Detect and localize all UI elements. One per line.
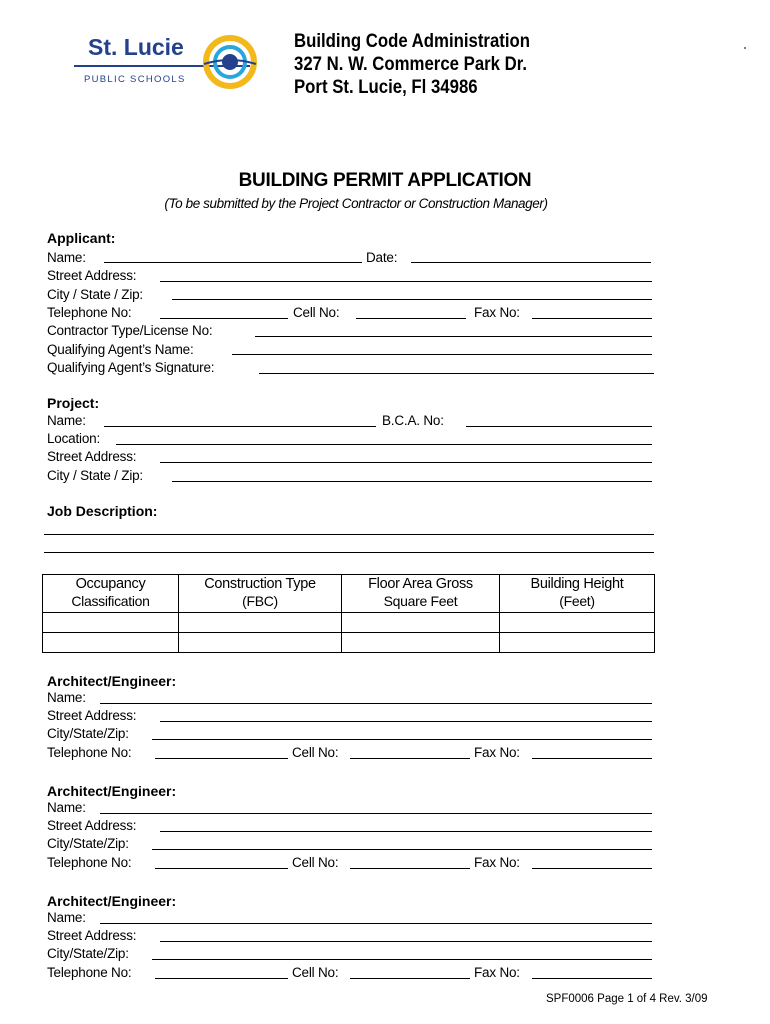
agent-name-label: Qualifying Agent’s Name: (47, 342, 194, 357)
construction-header-line1: Construction Type (204, 576, 316, 592)
architect-telephone-label: Telephone No: (47, 965, 132, 980)
project-name-field[interactable] (104, 426, 376, 427)
project-location-field[interactable] (116, 444, 652, 445)
architect-city-field[interactable] (152, 849, 652, 850)
table-row (43, 613, 655, 633)
table-cell[interactable] (342, 613, 500, 633)
project-street-field[interactable] (160, 462, 652, 463)
form-subtitle: (To be submitted by the Project Contractor or Construction Manager) (164, 196, 548, 211)
speck (744, 47, 746, 49)
height-header-line2: (Feet) (559, 593, 595, 609)
floor-area-header-line2: Square Feet (383, 593, 458, 609)
architect-name-field[interactable] (100, 923, 652, 924)
applicant-city-field[interactable] (172, 299, 652, 300)
table-cell[interactable] (500, 613, 655, 633)
architect-cell-field[interactable] (350, 978, 470, 979)
architect-name-label: Name: (47, 910, 86, 925)
table-header-cell (342, 575, 500, 613)
occupancy-header-line1: Occupancy (75, 576, 146, 592)
form-title: BUILDING PERMIT APPLICATION (238, 170, 532, 191)
table-header-row (43, 575, 655, 613)
project-name-label: Name: (47, 413, 86, 428)
architect-name-field[interactable] (100, 813, 652, 814)
school-logo (74, 30, 264, 92)
table-cell[interactable] (500, 633, 655, 653)
architect-city-field[interactable] (152, 959, 652, 960)
architect-telephone-field[interactable] (155, 978, 288, 979)
job-description-line-1[interactable] (44, 534, 654, 535)
table-cell[interactable] (179, 613, 342, 633)
height-header-line1: Building Height (530, 576, 624, 592)
architect-heading: Architect/Engineer: (47, 783, 177, 799)
project-heading: Project: (47, 395, 100, 411)
address-line-1: Building Code Administration (294, 30, 531, 52)
architect-cell-label: Cell No: (292, 965, 339, 980)
applicant-city-label: City / State / Zip: (47, 287, 143, 302)
applicant-name-field[interactable] (104, 262, 362, 263)
project-city-field[interactable] (172, 481, 652, 482)
architect-telephone-field[interactable] (155, 758, 288, 759)
bca-field[interactable] (466, 426, 652, 427)
logo-subtitle: PUBLIC SCHOOLS (84, 74, 186, 85)
address-line-2: 327 N. W. Commerce Park Dr. (294, 53, 528, 75)
architect-heading: Architect/Engineer: (47, 893, 177, 909)
building-info-table (42, 574, 655, 653)
agent-name-field[interactable] (232, 354, 652, 355)
architect-street-field[interactable] (160, 941, 652, 942)
address-line-3: Port St. Lucie, Fl 34986 (294, 76, 478, 98)
applicant-name-label: Name: (47, 250, 86, 265)
applicant-street-label: Street Address: (47, 268, 137, 283)
architect-cell-label: Cell No: (292, 745, 339, 760)
architect-street-label: Street Address: (47, 708, 137, 723)
architect-name-label: Name: (47, 690, 86, 705)
bca-label: B.C.A. No: (382, 413, 444, 428)
applicant-fax-label: Fax No: (474, 305, 520, 320)
project-street-label: Street Address: (47, 449, 137, 464)
agent-signature-field[interactable] (259, 373, 654, 374)
architect-street-label: Street Address: (47, 818, 137, 833)
construction-header-line2: (FBC) (242, 593, 278, 609)
contractor-license-field[interactable] (255, 336, 652, 337)
table-cell[interactable] (43, 633, 179, 653)
page-footer: SPF0006 Page 1 of 4 Rev. 3/09 (546, 993, 708, 1005)
architect-fax-label: Fax No: (474, 855, 520, 870)
applicant-cell-label: Cell No: (293, 305, 340, 320)
architect-street-label: Street Address: (47, 928, 137, 943)
architect-street-field[interactable] (160, 721, 652, 722)
applicant-date-field[interactable] (411, 262, 651, 263)
logo-emblem-icon (202, 34, 258, 90)
architect-fax-field[interactable] (532, 868, 652, 869)
office-address (294, 30, 530, 99)
project-city-label: City / State / Zip: (47, 468, 143, 483)
architect-fax-label: Fax No: (474, 965, 520, 980)
applicant-cell-field[interactable] (356, 318, 466, 319)
architect-telephone-field[interactable] (155, 868, 288, 869)
architect-city-label: City/State/Zip: (47, 836, 129, 851)
project-location-label: Location: (47, 431, 100, 446)
table-cell[interactable] (179, 633, 342, 653)
architect-telephone-label: Telephone No: (47, 855, 132, 870)
architect-city-field[interactable] (152, 739, 652, 740)
architect-cell-field[interactable] (350, 758, 470, 759)
architect-fax-field[interactable] (532, 978, 652, 979)
table-header-cell (179, 575, 342, 613)
applicant-heading: Applicant: (47, 230, 116, 246)
job-description-line-2[interactable] (44, 552, 654, 553)
architect-cell-field[interactable] (350, 868, 470, 869)
table-header-cell (43, 575, 179, 613)
occupancy-header-line2: Classification (71, 593, 150, 609)
architect-cell-label: Cell No: (292, 855, 339, 870)
applicant-fax-field[interactable] (532, 318, 652, 319)
architect-city-label: City/State/Zip: (47, 726, 129, 741)
table-header-cell (500, 575, 655, 613)
table-row (43, 633, 655, 653)
applicant-date-label: Date: (366, 250, 398, 265)
contractor-license-label: Contractor Type/License No: (47, 323, 213, 338)
architect-heading: Architect/Engineer: (47, 673, 177, 689)
applicant-street-field[interactable] (160, 281, 652, 282)
agent-signature-label: Qualifying Agent’s Signature: (47, 360, 215, 375)
job-description-heading: Job Description: (47, 503, 158, 519)
applicant-telephone-label: Telephone No: (47, 305, 132, 320)
architect-name-field[interactable] (100, 703, 652, 704)
architect-fax-field[interactable] (532, 758, 652, 759)
architect-street-field[interactable] (160, 831, 652, 832)
logo-name: St. Lucie (88, 34, 184, 60)
floor-area-header-line1: Floor Area Gross (368, 576, 473, 592)
architect-fax-label: Fax No: (474, 745, 520, 760)
architect-city-label: City/State/Zip: (47, 946, 129, 961)
architect-telephone-label: Telephone No: (47, 745, 132, 760)
architect-name-label: Name: (47, 800, 86, 815)
applicant-telephone-field[interactable] (160, 318, 288, 319)
table-cell[interactable] (43, 613, 179, 633)
table-cell[interactable] (342, 633, 500, 653)
